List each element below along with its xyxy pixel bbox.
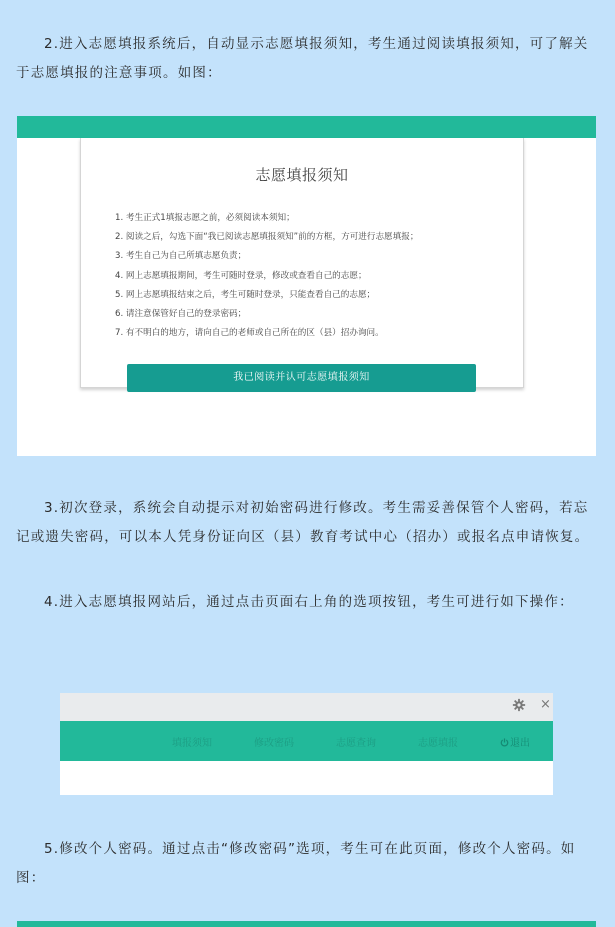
nav-item-notice[interactable]: 填报须知 [172, 738, 212, 749]
nav-item-change-password[interactable]: 修改密码 [254, 738, 294, 749]
notice-item: 2. 阅读之后，勾选下面“我已阅读志愿填报须知”前的方框，方可进行志愿填报； [115, 232, 419, 243]
paragraph-step-5: 5.修改个人密码。通过点击“修改密码”选项，考生可在此页面，修改个人密码。如图： [16, 841, 576, 886]
notice-item: 5. 网上志愿填报结束之后，考生可随时登录，只能查看自己的志愿； [115, 289, 376, 300]
notice-title: 志愿填报须知 [255, 166, 349, 184]
window-titlebar [60, 693, 553, 721]
header-bar [17, 116, 596, 138]
power-icon [500, 738, 509, 747]
nav-bar [60, 721, 553, 761]
agree-button[interactable]: 我已阅读并认可志愿填报须知 [127, 364, 476, 392]
nav-item-logout[interactable] [500, 734, 530, 749]
paragraph-step-2: 2.进入志愿填报系统后，自动显示志愿填报须知，考生通过阅读填报须知，可了解关于志愿填报的注意事项。如图： [16, 36, 589, 81]
notice-item: 3. 考生自己为自己所填志愿负责； [115, 251, 247, 262]
notice-item: 4. 网上志愿填报期间，考生可随时登录，修改或查看自己的志愿； [115, 270, 367, 281]
nav-item-fill[interactable]: 志愿填报 [418, 738, 458, 749]
notice-item: 6. 请注意保管好自己的登录密码； [115, 309, 247, 320]
notice-screenshot [17, 116, 596, 456]
paragraph-step-3: 3.初次登录，系统会自动提示对初始密码进行修改。考生需妥善保管个人密码，若忘记或遗失密码，可以本人凭身份证向区（县）教育考试中心（招办）或报名点申请恢复。 [16, 500, 590, 545]
notice-item: 1. 考生正式1填报志愿之前，必须阅读本须知； [115, 213, 295, 223]
nav-item-query[interactable]: 志愿查询 [336, 738, 376, 749]
paragraph-step-4: 4.进入志愿填报网站后，通过点击页面右上角的选项按钮，考生可进行如下操作： [44, 594, 574, 610]
nav-screenshot [60, 693, 553, 795]
gear-icon[interactable] [512, 698, 526, 712]
notice-list [115, 209, 418, 343]
notice-item: 7. 有不明白的地方，请向自己的老师或自己所在的区（县）招办询问。 [115, 328, 384, 339]
logout-label: 退出 [510, 738, 530, 749]
close-icon[interactable]: × [540, 697, 551, 712]
notice-card [80, 138, 524, 388]
next-screenshot-edge [17, 921, 596, 927]
